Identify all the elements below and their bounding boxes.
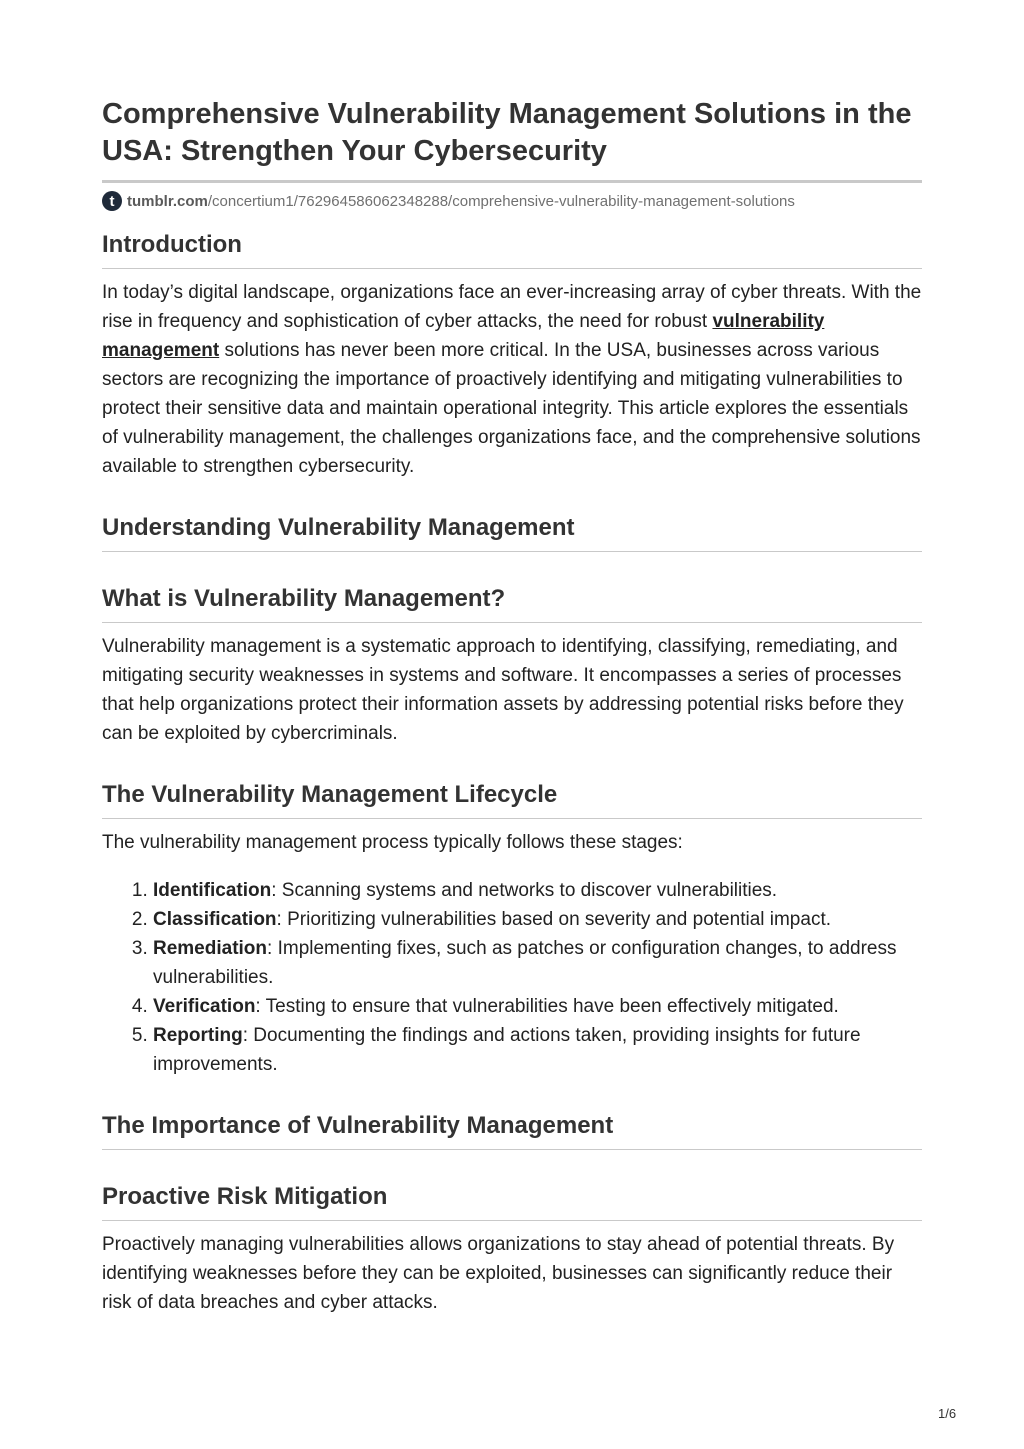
heading-lifecycle: The Vulnerability Management Lifecycle xyxy=(102,780,922,819)
heading-proactive: Proactive Risk Mitigation xyxy=(102,1182,922,1221)
list-item xyxy=(153,1021,922,1079)
stage-desc: : Scanning systems and networks to discover vulnerabilities. xyxy=(271,880,778,901)
heading-introduction: Introduction xyxy=(102,230,922,269)
heading-understanding: Understanding Vulnerability Management xyxy=(102,513,922,552)
what-is-paragraph: Vulnerability management is a systematic approach to identifying, classifying, remediating, and mitigating security weaknesses in systems and software. It encompasses a series of processes that help organizations protect their information assets by addressing potential risks before they can be exploited by cybercriminals. xyxy=(102,636,904,744)
source-domain: tumblr.com xyxy=(127,192,208,210)
lifecycle-stage-list xyxy=(102,876,922,1079)
intro-text-before: In today’s digital landscape, organizations face an ever-increasing array of cyber threats. With the rise in frequency and sophistication of cyber attacks, the need for robust xyxy=(102,282,922,332)
stage-term: Classification xyxy=(153,909,277,930)
list-item xyxy=(153,876,922,905)
heading-importance: The Importance of Vulnerability Management xyxy=(102,1111,922,1150)
page-title: Comprehensive Vulnerability Management Solutions in the USA: Strengthen Your Cybersecurity xyxy=(102,96,922,183)
vulnerability-management-link[interactable]: vulnerability management xyxy=(102,311,825,361)
list-item xyxy=(153,905,922,934)
stage-desc: : Documenting the findings and actions taken, providing insights for future improvements. xyxy=(153,1025,861,1075)
stage-term: Remediation xyxy=(153,938,268,959)
stage-term: Identification xyxy=(153,880,272,901)
source-path: /concertium1/762964586062348288/comprehensive-vulnerability-management-solutions xyxy=(207,192,795,210)
stage-term: Verification xyxy=(153,996,256,1017)
stage-desc: : Implementing fixes, such as patches or configuration changes, to address vulnerabilities. xyxy=(153,938,897,988)
article xyxy=(102,0,922,1317)
stage-desc: : Testing to ensure that vulnerabilities have been effectively mitigated. xyxy=(255,996,839,1017)
list-item xyxy=(153,992,922,1021)
tumblr-t-icon: t xyxy=(102,191,122,211)
proactive-paragraph: Proactively managing vulnerabilities allows organizations to stay ahead of potential threats. By identifying weaknesses before they can be exploited, businesses can significantly reduce their risk of data breaches and cyber attacks. xyxy=(102,1234,895,1313)
list-item xyxy=(153,934,922,992)
stage-term: Reporting xyxy=(153,1025,243,1046)
source-link[interactable] xyxy=(102,189,922,213)
lifecycle-intro: The vulnerability management process typically follows these stages: xyxy=(102,832,683,853)
intro-paragraph xyxy=(102,278,922,481)
page-indicator: 1/6 xyxy=(938,1406,957,1421)
intro-text-after: solutions has never been more critical. In the USA, businesses across various sectors are recognizing the importance of proactively identifying and mitigating vulnerabilities to protect their sensitive data and maintain operational integrity. This article explores the essentials of vulnerability management, the challenges organizations face, and the comprehensive solutions available to strengthen cybersecurity. xyxy=(102,340,921,477)
heading-what-is: What is Vulnerability Management? xyxy=(102,584,922,623)
stage-desc: : Prioritizing vulnerabilities based on severity and potential impact. xyxy=(276,909,831,930)
